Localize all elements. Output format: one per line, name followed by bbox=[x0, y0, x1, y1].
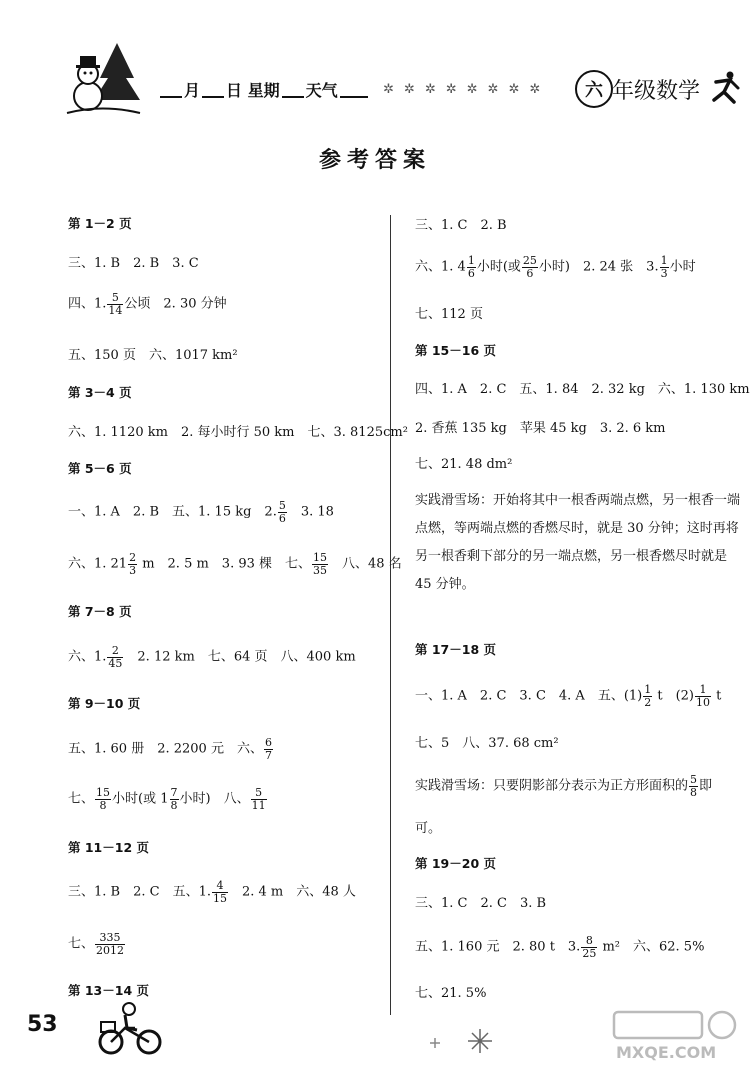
answer-line: 七、112 页 bbox=[415, 307, 483, 322]
fraction: $\frac{5}{14}$ bbox=[108, 291, 123, 317]
answer-line: 六、1. 4 $\frac{1}{6}$ 小时(或 $\frac{25}{6}$ 小时) 2. 24 张 3. $\frac{1}{3}$ 小时 bbox=[415, 254, 696, 280]
fraction: $\frac{335}{2012}$ bbox=[96, 931, 125, 957]
page-title: 参考答案 bbox=[318, 148, 431, 173]
snowflake-icon: ✲ bbox=[424, 81, 436, 97]
page-header bbox=[0, 0, 750, 130]
answer-line: 五、1. 160 元 2. 80 t 3. $\frac{8}{25}$ m² 六、62. 5% bbox=[415, 934, 705, 960]
section-heading: 第 13－14 页 bbox=[68, 983, 149, 998]
fraction: $\frac{5}{8}$ bbox=[690, 773, 698, 799]
section-heading: 第 19－20 页 bbox=[415, 856, 496, 871]
answer-line: 三、1. C 2. C 3. B bbox=[415, 896, 547, 911]
child-on-bicycle-icon bbox=[95, 1000, 165, 1055]
fraction: $\frac{25}{6}$ bbox=[522, 254, 537, 280]
fraction: $\frac{6}{7}$ bbox=[264, 736, 272, 762]
answer-line: 五、1. 60 册 2. 2200 元 六、 $\frac{6}{7}$ bbox=[68, 736, 272, 762]
snowflake-icon: ✲ bbox=[445, 81, 457, 97]
answer-line: 可。 bbox=[415, 821, 442, 836]
answer-line: 一、1. A 2. C 3. C 4. A 五、(1) $\frac{1}{2}$ t (2) $\frac{1}{10}$ t bbox=[415, 683, 722, 709]
fraction: $\frac{2}{3}$ bbox=[129, 551, 137, 577]
snowflake-icon: ✲ bbox=[529, 81, 541, 97]
fraction: $\frac{2}{45}$ bbox=[108, 644, 123, 670]
answer-line: 六、1. 1120 km 2. 每小时行 50 km 七、3. 8125cm² bbox=[68, 425, 408, 440]
section-heading: 第 15－16 页 bbox=[415, 343, 496, 358]
section-heading: 第 5－6 页 bbox=[68, 461, 132, 476]
day-label: 日 bbox=[226, 81, 243, 100]
page-number: 53 bbox=[27, 1012, 58, 1037]
answer-line: 七、 $\frac{335}{2012}$ bbox=[68, 931, 125, 957]
snowflake-icon: ✲ bbox=[403, 81, 415, 97]
snowflake-icon: ✲ bbox=[508, 81, 520, 97]
snowflake-icon bbox=[420, 1025, 500, 1055]
section-heading: 第 9－10 页 bbox=[68, 696, 141, 711]
snowman-tree-icon bbox=[62, 38, 142, 118]
fraction: $\frac{5}{11}$ bbox=[251, 786, 266, 812]
answer-line: 四、1. $\frac{5}{14}$ 公顷 2. 30 分钟 bbox=[68, 291, 227, 317]
grade-badge: 六 bbox=[575, 70, 613, 108]
answer-line: 三、1. B 2. C 五、1. $\frac{4}{15}$ 2. 4 m 六、48 人 bbox=[68, 879, 356, 905]
answer-line: 四、1. A 2. C 五、1. 84 2. 32 kg 六、1. 130 km bbox=[415, 382, 750, 397]
practice-paragraph: 实践滑雪场：开始将其中一根香两端点燃，另一根香一端点燃，等两端点燃的香燃尽时，就是 30 分钟；这时再将另一根香剩下部分的另一端点燃，另一根香燃尽时就是 45 分钟。 bbox=[415, 493, 741, 592]
answer-line: 三、1. B 2. B 3. C bbox=[68, 256, 199, 271]
svg-text:MXQE.COM: MXQE.COM bbox=[616, 1043, 717, 1062]
section-heading: 第 7－8 页 bbox=[68, 604, 132, 619]
month-label: 月 bbox=[184, 81, 201, 100]
answer-line: 六、1. $\frac{2}{45}$ 2. 12 km 七、64 页 八、400 km bbox=[68, 644, 356, 670]
answer-line: 三、1. C 2. B bbox=[415, 218, 507, 233]
section-heading: 第 1－2 页 bbox=[68, 216, 132, 231]
snowflake-icon: ✲ bbox=[383, 81, 394, 97]
weather-label: 天气 bbox=[305, 81, 338, 100]
fraction: $\frac{7}{8}$ bbox=[170, 786, 178, 812]
fraction: $\frac{5}{6}$ bbox=[278, 499, 286, 525]
snowflake-icon: ✲ bbox=[466, 81, 478, 97]
fraction: $\frac{1}{6}$ bbox=[467, 254, 475, 280]
answer-line: 2. 香蕉 135 kg 苹果 45 kg 3. 2. 6 km bbox=[415, 421, 666, 436]
snowflake-decoration bbox=[383, 78, 573, 100]
answer-line: 六、1. 21 $\frac{2}{3}$ m 2. 5 m 3. 93 棵 七、 $\frac{15}{35}$ 八、48 名 bbox=[68, 551, 402, 577]
fraction: $\frac{1}{10}$ bbox=[696, 683, 711, 709]
answer-line: 一、1. A 2. B 五、1. 15 kg 2. $\frac{5}{6}$ 3. 18 bbox=[68, 499, 334, 525]
answer-line: 七、 $\frac{15}{8}$ 小时(或 1 $\frac{7}{8}$ 小时) 八、 $\frac{5}{11}$ bbox=[68, 786, 266, 812]
fraction: $\frac{8}{25}$ bbox=[582, 934, 597, 960]
section-heading: 第 3－4 页 bbox=[68, 385, 132, 400]
column-divider bbox=[390, 215, 391, 1015]
date-weather-line bbox=[158, 78, 370, 101]
answer-line: 实践滑雪场：只要阴影部分表示为正方形面积的 $\frac{5}{8}$ 即 bbox=[415, 773, 713, 799]
snowflake-icon: ✲ bbox=[487, 81, 499, 97]
section-heading: 第 17－18 页 bbox=[415, 642, 496, 657]
fraction: $\frac{15}{8}$ bbox=[96, 786, 111, 812]
fraction: $\frac{1}{3}$ bbox=[660, 254, 668, 280]
answer-line: 七、21. 5% bbox=[415, 986, 487, 1001]
section-heading: 第 11－12 页 bbox=[68, 840, 149, 855]
grade-subject-title: 年级数学 bbox=[612, 79, 701, 104]
answer-line: 七、5 八、37. 68 cm² bbox=[415, 736, 559, 751]
fraction: $\frac{4}{15}$ bbox=[212, 879, 227, 905]
fraction: $\frac{1}{2}$ bbox=[644, 683, 652, 709]
watermark-logo bbox=[610, 1010, 745, 1062]
fraction: $\frac{15}{35}$ bbox=[313, 551, 328, 577]
answer-line: 五、150 页 六、1017 km² bbox=[68, 348, 238, 363]
running-figure-icon bbox=[710, 70, 742, 104]
weekday-label: 星期 bbox=[247, 81, 280, 100]
answer-line: 七、21. 48 dm² bbox=[415, 457, 513, 472]
